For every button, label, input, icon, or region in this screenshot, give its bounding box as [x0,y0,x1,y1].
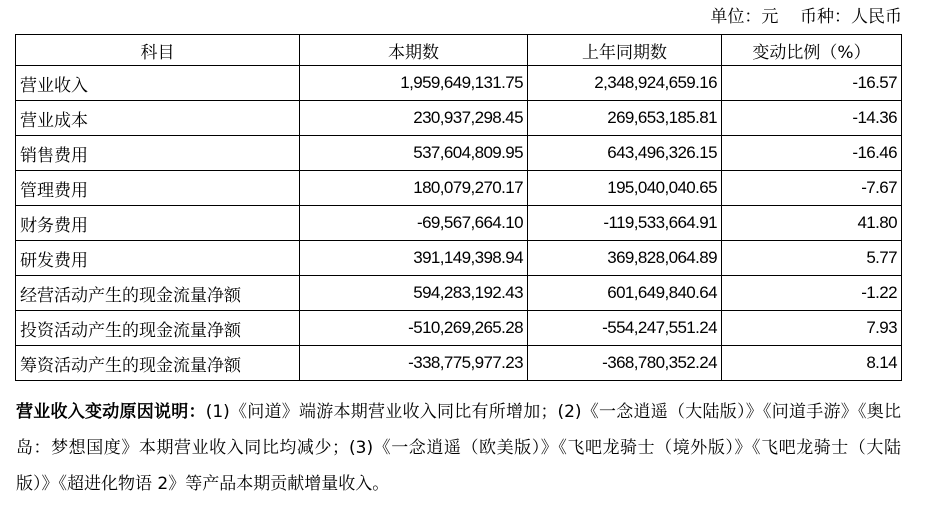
row-item-cell: 销售费用 [16,136,300,171]
note-label: 营业收入变动原因说明： [16,402,206,422]
row-item-cell: 财务费用 [16,206,300,241]
table-row [16,311,902,346]
prior-period-cell: 369,828,064.89 [528,241,722,276]
change-ratio-cell: -14.36 [722,101,902,136]
row-item-cell: 管理费用 [16,171,300,206]
header-current-period: 本期数 [300,35,528,66]
row-item-cell: 经营活动产生的现金流量净额 [16,276,300,311]
table-body [16,66,902,381]
revenue-change-note [16,394,901,502]
prior-period-cell: -368,780,352.24 [528,346,722,381]
financial-table [15,34,902,381]
header-change-ratio: 变动比例（%） [722,35,902,66]
table-row [16,206,902,241]
current-period-cell: 1,959,649,131.75 [300,66,528,101]
prior-period-cell: 195,040,040.65 [528,171,722,206]
prior-period-cell: 2,348,924,659.16 [528,66,722,101]
table-row [16,136,902,171]
table-row [16,171,902,206]
prior-period-cell: -554,247,551.24 [528,311,722,346]
table-row [16,101,902,136]
change-ratio-cell: -7.67 [722,171,902,206]
change-ratio-cell: 5.77 [722,241,902,276]
change-ratio-cell: 8.14 [722,346,902,381]
table-header-row [16,35,902,66]
prior-period-cell: 601,649,840.64 [528,276,722,311]
header-item: 科目 [16,35,300,66]
current-period-cell: 180,079,270.17 [300,171,528,206]
row-item-cell: 营业成本 [16,101,300,136]
note-text: (1)《问道》端游本期营业收入同比有所增加；(2)《一念逍遥（大陆版）》《问道手游》《奥比岛：梦想国度》本期营业收入同比均减少；(3)《一念逍遥（欧美版）》《飞吧龙骑士（境外版）》《飞吧龙骑士（大陆版）》《超进化物语 2》等产品本期贡献增量收入。 [16,402,901,494]
change-ratio-cell: 41.80 [722,206,902,241]
prior-period-cell: 269,653,185.81 [528,101,722,136]
table-row [16,241,902,276]
current-period-cell: 537,604,809.95 [300,136,528,171]
current-period-cell: 230,937,298.45 [300,101,528,136]
current-period-cell: -338,775,977.23 [300,346,528,381]
unit-currency-line: 单位：元 币种：人民币 [710,7,902,27]
table-row [16,346,902,381]
row-item-cell: 投资活动产生的现金流量净额 [16,311,300,346]
change-ratio-cell: 7.93 [722,311,902,346]
row-item-cell: 筹资活动产生的现金流量净额 [16,346,300,381]
change-ratio-cell: -16.46 [722,136,902,171]
current-period-cell: -69,567,664.10 [300,206,528,241]
change-ratio-cell: -1.22 [722,276,902,311]
current-period-cell: 391,149,398.94 [300,241,528,276]
prior-period-cell: 643,496,326.15 [528,136,722,171]
current-period-cell: 594,283,192.43 [300,276,528,311]
table-row [16,276,902,311]
header-prior-period: 上年同期数 [528,35,722,66]
change-ratio-cell: -16.57 [722,66,902,101]
row-item-cell: 营业收入 [16,66,300,101]
table-row [16,66,902,101]
current-period-cell: -510,269,265.28 [300,311,528,346]
prior-period-cell: -119,533,664.91 [528,206,722,241]
row-item-cell: 研发费用 [16,241,300,276]
